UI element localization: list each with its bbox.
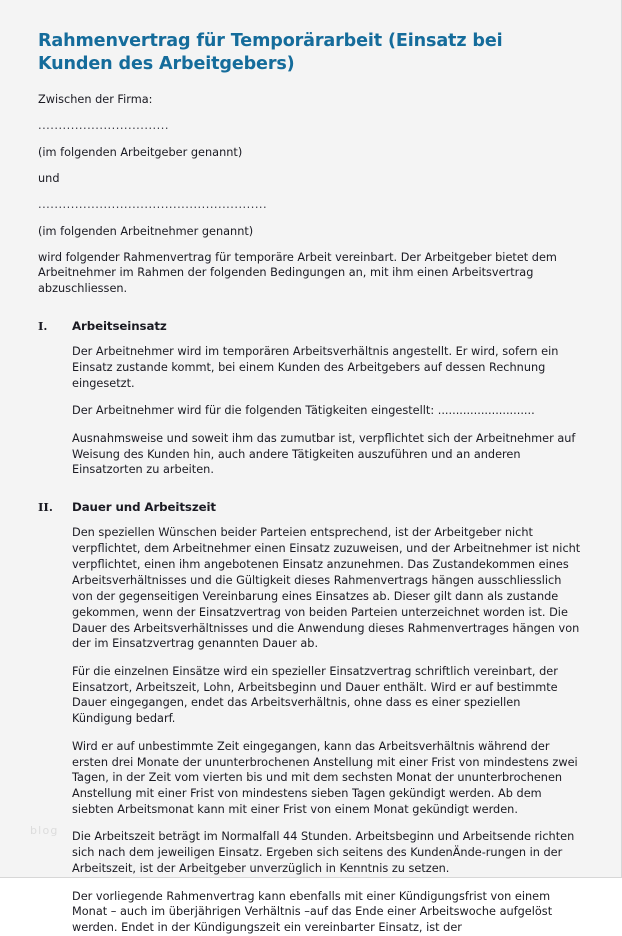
page-title: Rahmenvertrag für Temporärarbeit (Einsatz bei Kunden des Arbeitgebers) (38, 31, 503, 74)
blog-watermark: blog (30, 824, 59, 837)
section-paragraph: Die Arbeitszeit beträgt im Normalfall 44 Stunden. Arbeitsbeginn und Arbeitsende richten sich nach dem jeweiligen Einsatz. Ergeben sich seitens des KundenÄnde-rungen in der Arbeitszeit, ist der Arbeitgeber unverzüglich in Kenntnis zu setzen. (72, 830, 575, 876)
party-1-caption: (im folgenden Arbeitgeber genannt) (38, 145, 243, 159)
section-paragraph: Wird er auf unbestimmte Zeit eingegangen, kann das Arbeitsverhältnis während der ersten drei Monate der ununterbrochenen Anstellung mit einer Frist von mindestens zwei Tagen, in der Zeit vom vierten bis und mit dem sechsten Monat der ununterbrochenen Anstellung mit einer Frist von mindestens sieben Tagen gekündigt werden. Ab dem siebten Arbeitsmonat kann mit einer Frist von einem Monat gekündigt werden. (72, 739, 578, 817)
section-paragraph: Der Arbeitnehmer wird im temporären Arbeitsverhältnis angestellt. Er wird, sofern ein Einsatz zustande kommt, bei einem Kunden des Arbeitgebers auf dessen Rechnung eingesetzt. (72, 345, 559, 391)
intro-conjunction: und (38, 171, 60, 185)
party-2-caption: (im folgenden Arbeitnehmer genannt) (38, 224, 254, 238)
section-paragraph: Den speziellen Wünschen beider Parteien entsprechend, ist der Arbeitgeber nicht verpflichtet, dem Arbeitnehmer einen Einsatz zuzuweisen, und der Arbeitnehmer ist nicht verpflichtet, einen ihm angebotenen Einsatz anzunehmen. Das Zustandekommen eines Arbeitsverhältnisses und die Gültigkeit dieses Rahmenvertrags hängen ausschliesslich von der gegenseitigen Vereinbarung eines Einsatzes ab. Dieser gilt dann als zustande gekommen, wenn der Einsatzvertrag von beiden Parteien unterzeichnet worden ist. Die Dauer des Arbeitsverhältnisses und die Anwendung dieses Rahmenvertrages hängen von der im Einsatzvertrag genannten Dauer ab. (72, 526, 581, 651)
section-dauer-und-arbeitszeit (38, 500, 584, 936)
section-paragraph: Ausnahmsweise und soweit ihm das zumutbar ist, verpflichtet sich der Arbeitnehmer auf Weisung des Kunden hin, auch andere Tätigkeiten auszuführen und an anderen Einsatzorten zu arbeiten. (72, 431, 576, 477)
section-body (72, 525, 584, 936)
party-2-blank-line: ........................................................ (38, 197, 268, 211)
section-heading (38, 319, 584, 333)
document-body (38, 30, 584, 936)
party-1-blank-line: ................................ (38, 118, 169, 132)
section-arbeitseinsatz (38, 319, 584, 478)
section-paragraph: Für die einzelnen Einsätze wird ein spezieller Einsatzvertrag schriftlich vereinbart, der Einsatzort, Arbeitszeit, Lohn, Arbeitsbeginn und Dauer enthält. Wird er auf bestimmte Dauer eingegangen, endet das Arbeitsverhältnis, ohne dass es einer speziellen Kündigung bedarf. (72, 664, 558, 726)
intro-preamble: wird folgender Rahmenvertrag für temporäre Arbeit vereinbart. Der Arbeitgeber bietet dem Arbeitnehmer im Rahmen der folgenden Bedingungen an, mit ihm einen Arbeitsvertrag abzuschliessen. (38, 250, 557, 296)
section-title: Dauer und Arbeitszeit (72, 500, 216, 515)
section-heading (38, 500, 584, 514)
section-body (72, 344, 584, 478)
section-number: I. (38, 319, 48, 334)
intro-lead: Zwischen der Firma: (38, 93, 153, 107)
section-title: Arbeitseinsatz (72, 319, 167, 334)
section-paragraph: Der vorliegende Rahmenvertrag kann ebenfalls mit einer Kündigungsfrist von einem Monat – auch im überjährigen Verhältnis –auf das Ende einer Arbeitswoche aufgelöst werden. Endet in der Kündigungszeit ein vereinbarter Einsatz, ist der (72, 889, 553, 935)
section-paragraph: Der Arbeitnehmer wird für die folgenden Tätigkeiten eingestellt: ........................... (72, 404, 535, 418)
intro-block (38, 92, 584, 297)
section-number: II. (38, 500, 53, 515)
